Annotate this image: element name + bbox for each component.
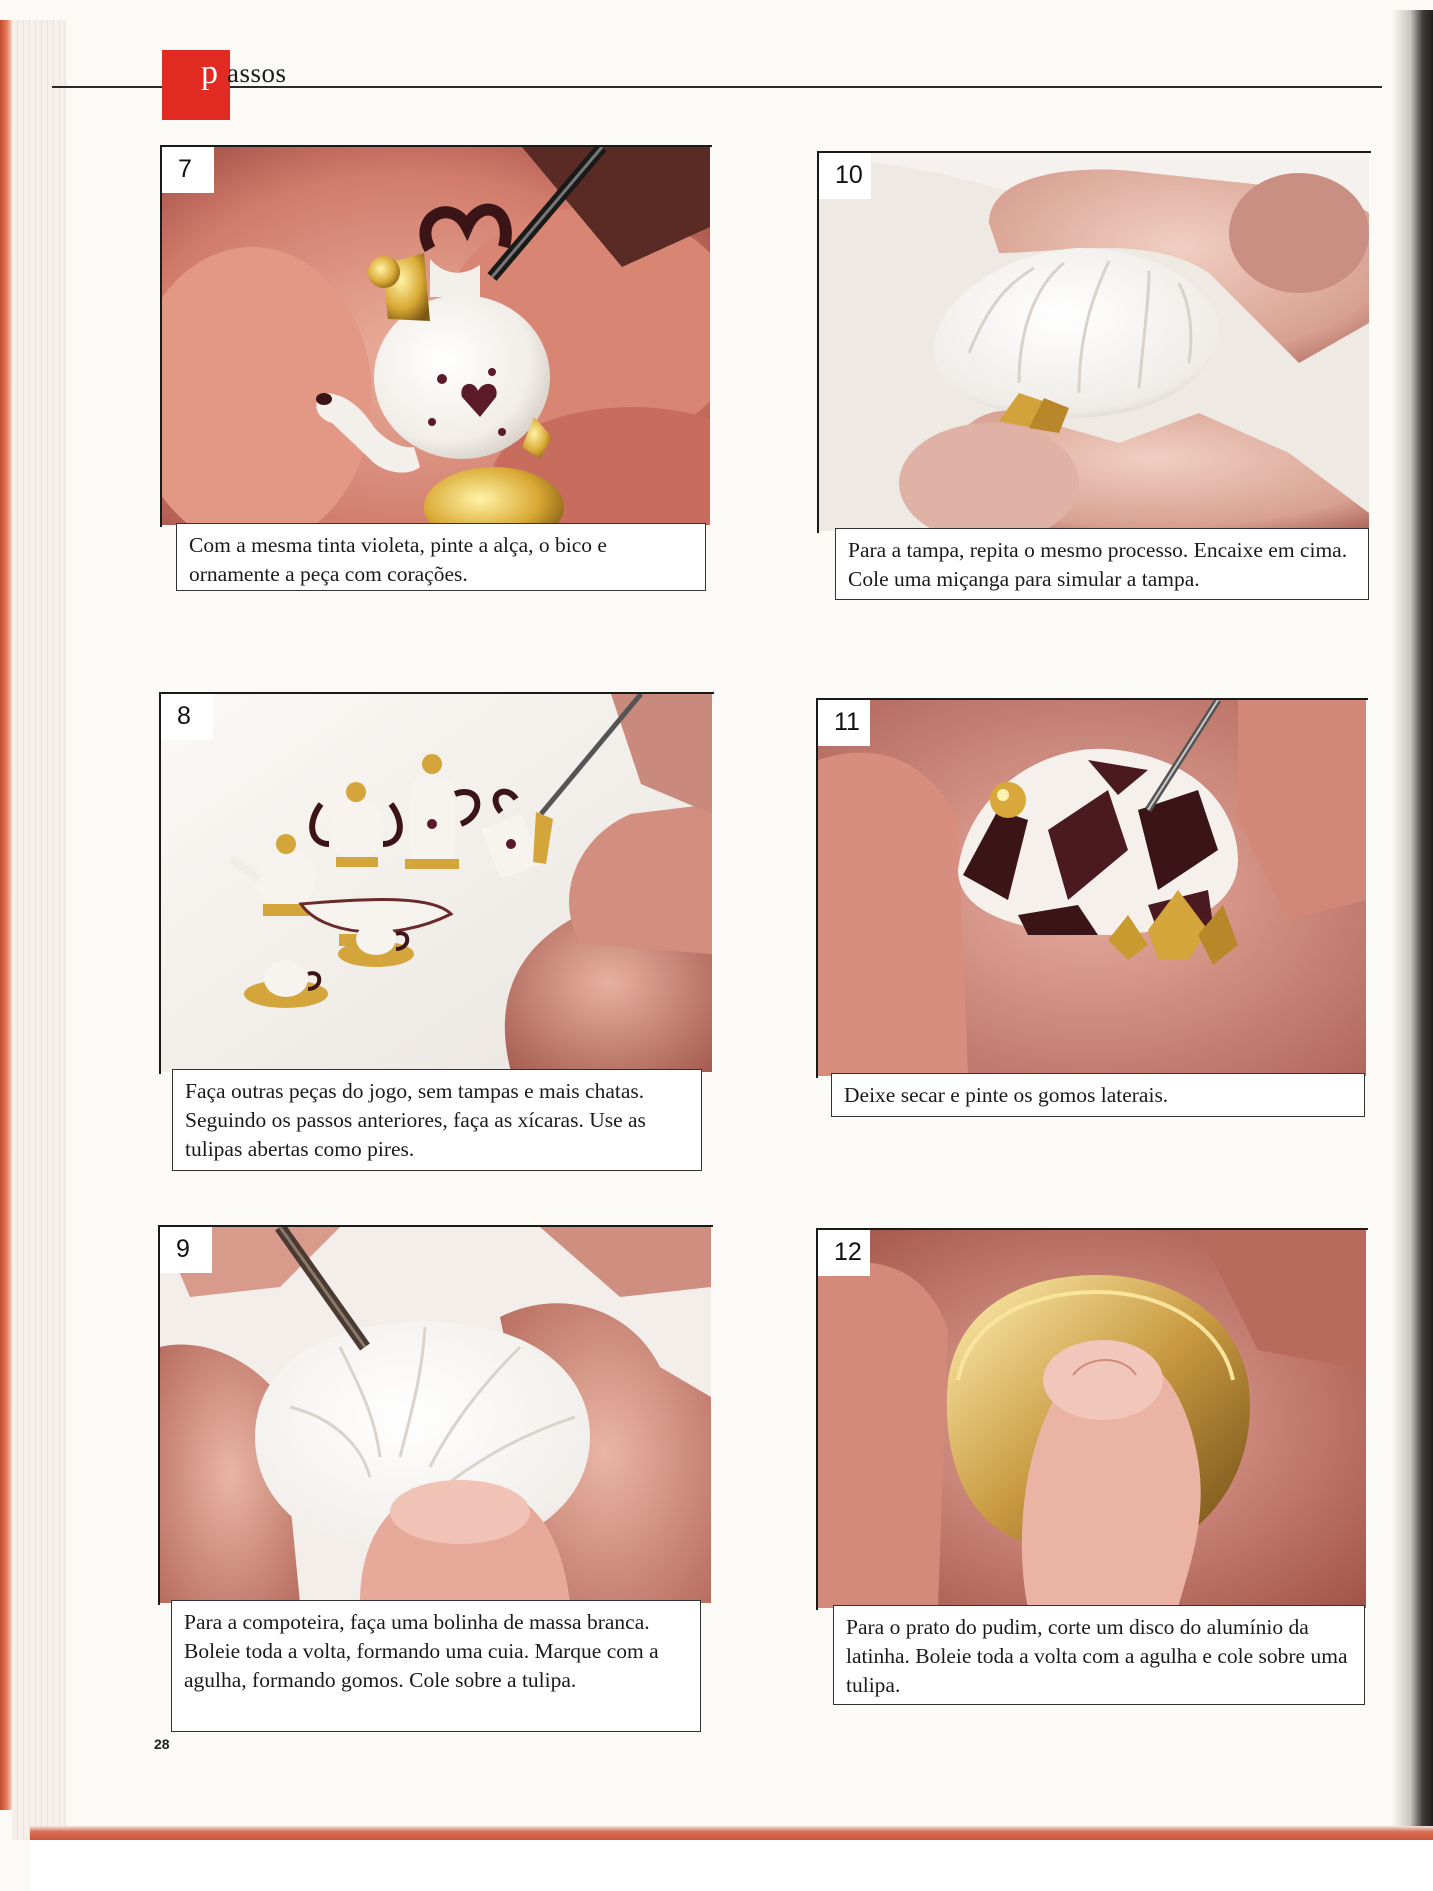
step-9-number-box	[160, 1227, 212, 1273]
section-title-initial: p	[201, 54, 218, 91]
step-7-number: 7	[178, 155, 192, 183]
step-10-number: 10	[835, 161, 863, 189]
gutter-shadow	[1392, 10, 1433, 1840]
step-7-number-box	[162, 147, 214, 193]
book-bottom-edge	[30, 1826, 1433, 1840]
step-11-photo	[818, 700, 1366, 1076]
book-spine-edge	[0, 20, 12, 1810]
step-8-number-box	[161, 694, 213, 740]
step-10-number-box	[819, 153, 871, 199]
step-8-number: 8	[177, 702, 191, 730]
step-10-caption: Para a tampa, repita o mesmo processo. Encaixe em cima. Cole uma miçanga para simular a tampa.	[835, 528, 1369, 600]
page-number: 28	[154, 1736, 170, 1752]
step-12-number: 12	[834, 1238, 862, 1266]
step-7-caption: Com a mesma tinta violeta, pinte a alça, o bico e ornamente a peça com corações.	[176, 523, 706, 591]
scan-margin	[30, 1840, 1433, 1891]
step-11-caption: Deixe secar e pinte os gomos laterais.	[831, 1073, 1365, 1117]
step-7-photo	[162, 147, 710, 525]
page-edges	[12, 20, 66, 1840]
section-title: assos	[227, 58, 287, 88]
step-9-number: 9	[176, 1235, 190, 1263]
step-12-caption: Para o prato do pudim, corte um disco do alumínio da latinha. Boleie toda a volta com a agulha e cole sobre uma tulipa.	[833, 1605, 1365, 1705]
step-12-photo	[818, 1230, 1366, 1608]
step-11-number: 11	[834, 708, 860, 736]
step-10-photo	[819, 153, 1369, 531]
step-8-photo	[161, 694, 712, 1072]
step-12-number-box	[818, 1230, 870, 1276]
step-8-caption: Faça outras peças do jogo, sem tampas e mais chatas. Seguindo os passos anteriores, faça as xícaras. Use as tulipas abertas como pires.	[172, 1069, 702, 1171]
step-11-number-box	[818, 700, 870, 746]
step-9-caption: Para a compoteira, faça uma bolinha de massa branca. Boleie toda a volta, formando uma cuia. Marque com a agulha, formando gomos. Cole sobre a tulipa.	[171, 1600, 701, 1732]
step-9-photo	[160, 1227, 711, 1603]
section-badge	[162, 50, 230, 120]
